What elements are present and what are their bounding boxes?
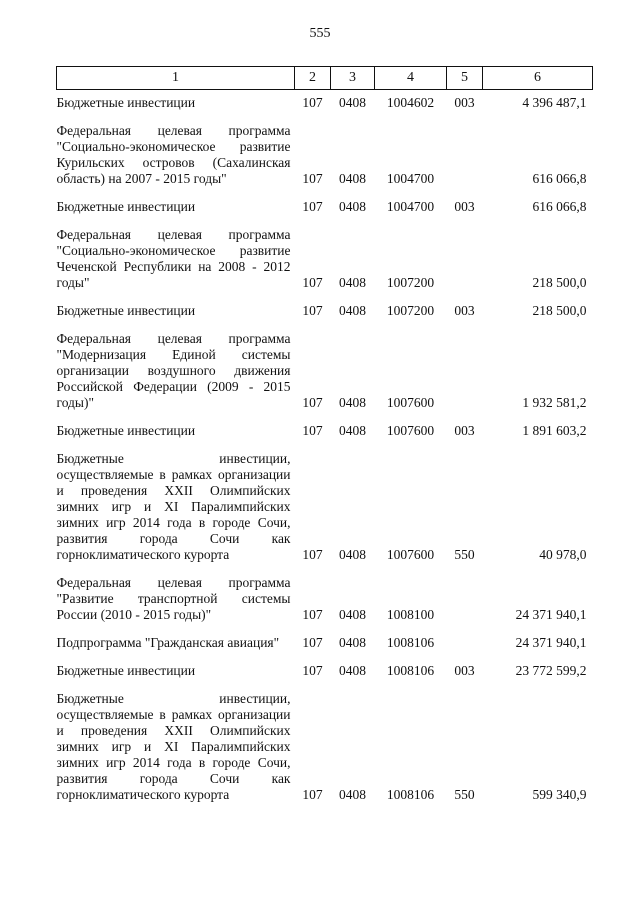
row-name: Федеральная целевая программа "Модернизация Единой системы организации воздушного движения Российской Федерации (2009 - 2015 годы)" [56, 331, 291, 410]
header-col-2: 2 [295, 67, 331, 90]
row-col-5: 550 [454, 787, 475, 802]
table-row [57, 189, 593, 217]
header-col-4: 4 [375, 67, 447, 90]
row-col-4: 1008100 [386, 607, 435, 622]
header-row [57, 67, 593, 90]
row-name: Бюджетные инвестиции [56, 199, 196, 214]
table-row [57, 653, 593, 681]
row-col-5 [447, 113, 483, 189]
row-col-5 [447, 217, 483, 293]
table-row [57, 625, 593, 653]
row-amount: 24 371 940,1 [515, 635, 587, 650]
table-row [57, 441, 593, 565]
row-amount: 1 932 581,2 [522, 395, 587, 410]
row-col-5 [447, 321, 483, 413]
table-header [57, 67, 593, 90]
header-col-1: 1 [57, 67, 295, 90]
row-name: Федеральная целевая программа "Социально-экономическое развитие Чеченской Республики на 2008 - 2012 годы" [56, 227, 291, 290]
row-col-2: 107 [302, 663, 323, 678]
table-row [57, 565, 593, 625]
row-amount: 23 772 599,2 [515, 663, 587, 678]
row-col-4: 1007600 [386, 395, 435, 410]
table-row [57, 90, 593, 114]
row-name: Бюджетные инвестиции [56, 95, 196, 110]
row-name: Бюджетные инвестиции, осуществляемые в рамках организации и проведения XXII Олимпийских зимних игр и XI Паралимпийских зимних игр 2014 года в городе Сочи, развития города Сочи как горноклиматического курорта [56, 691, 291, 802]
row-name: Федеральная целевая программа "Развитие транспортной системы России (2010 - 2015 годы)" [56, 575, 291, 622]
table-row [57, 293, 593, 321]
row-col-3: 0408 [339, 395, 366, 410]
row-col-2: 107 [302, 95, 323, 110]
row-amount: 616 066,8 [532, 199, 587, 214]
table-row [57, 113, 593, 189]
row-col-4: 1008106 [386, 787, 435, 802]
row-col-2: 107 [302, 395, 323, 410]
row-col-5: 003 [454, 303, 475, 318]
row-col-3: 0408 [339, 171, 366, 186]
row-col-4: 1007200 [386, 275, 435, 290]
row-name: Бюджетные инвестиции [56, 663, 196, 678]
row-col-2: 107 [302, 547, 323, 562]
table-row [57, 681, 593, 805]
row-col-4: 1007600 [386, 423, 435, 438]
row-amount: 218 500,0 [532, 275, 587, 290]
row-col-4: 1004700 [386, 171, 435, 186]
row-col-3: 0408 [339, 199, 366, 214]
row-col-3: 0408 [339, 635, 366, 650]
row-amount: 24 371 940,1 [515, 607, 587, 622]
row-col-2: 107 [302, 275, 323, 290]
row-col-5 [447, 565, 483, 625]
header-col-3: 3 [331, 67, 375, 90]
row-col-2: 107 [302, 635, 323, 650]
table-row [57, 321, 593, 413]
row-name: Подпрограмма "Гражданская авиация" [56, 635, 280, 650]
row-amount: 218 500,0 [532, 303, 587, 318]
row-col-4: 1007200 [386, 303, 435, 318]
row-col-2: 107 [302, 199, 323, 214]
row-col-3: 0408 [339, 607, 366, 622]
row-col-3: 0408 [339, 663, 366, 678]
row-col-4: 1008106 [386, 663, 435, 678]
row-amount: 4 396 487,1 [522, 95, 587, 110]
row-col-2: 107 [302, 303, 323, 318]
row-name: Бюджетные инвестиции [56, 423, 196, 438]
row-col-3: 0408 [339, 303, 366, 318]
header-col-5: 5 [447, 67, 483, 90]
budget-table [56, 66, 593, 805]
header-col-6: 6 [483, 67, 593, 90]
row-col-5: 003 [454, 423, 475, 438]
row-name: Бюджетные инвестиции [56, 303, 196, 318]
table-row [57, 413, 593, 441]
row-col-4: 1007600 [386, 547, 435, 562]
table-body [57, 90, 593, 806]
row-col-4: 1004602 [386, 95, 435, 110]
row-col-4: 1008106 [386, 635, 435, 650]
row-col-5: 550 [454, 547, 475, 562]
row-col-5 [447, 625, 483, 653]
row-col-5: 003 [454, 663, 475, 678]
row-amount: 40 978,0 [539, 547, 587, 562]
row-name: Федеральная целевая программа "Социально-экономическое развитие Курильских островов (Сахалинская область) на 2007 - 2015 годы" [56, 123, 291, 186]
row-col-3: 0408 [339, 423, 366, 438]
table-row [57, 217, 593, 293]
row-col-3: 0408 [339, 95, 366, 110]
row-col-2: 107 [302, 171, 323, 186]
row-col-5: 003 [454, 95, 475, 110]
row-col-5: 003 [454, 199, 475, 214]
row-col-2: 107 [302, 423, 323, 438]
row-col-4: 1004700 [386, 199, 435, 214]
row-col-2: 107 [302, 787, 323, 802]
row-amount: 1 891 603,2 [522, 423, 587, 438]
row-amount: 599 340,9 [532, 787, 587, 802]
row-name: Бюджетные инвестиции, осуществляемые в рамках организации и проведения XXII Олимпийских зимних игр и XI Паралимпийских зимних игр 2014 года в городе Сочи, развития города Сочи как горноклиматического курорта [56, 451, 291, 562]
row-col-2: 107 [302, 607, 323, 622]
row-amount: 616 066,8 [532, 171, 587, 186]
page-number: 555 [309, 26, 331, 41]
row-col-3: 0408 [339, 547, 366, 562]
row-col-3: 0408 [339, 787, 366, 802]
row-col-3: 0408 [339, 275, 366, 290]
